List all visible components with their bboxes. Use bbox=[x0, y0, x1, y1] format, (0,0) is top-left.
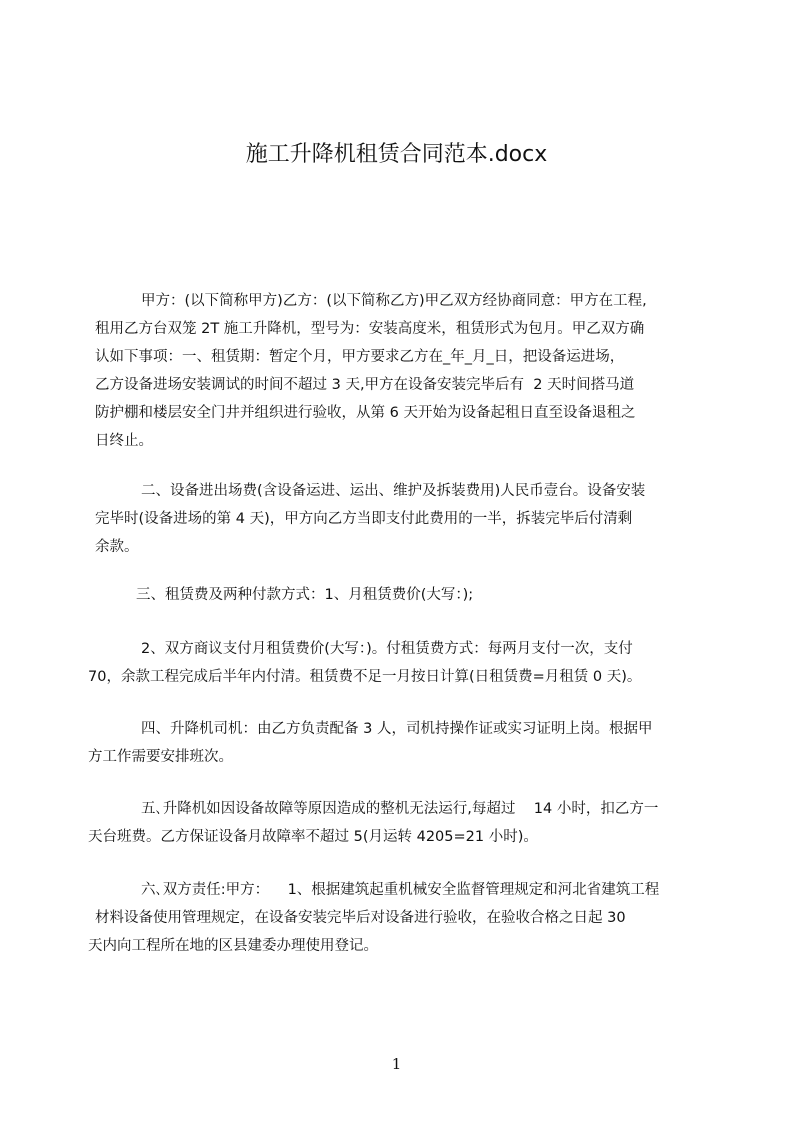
paragraph-3-line-1: 三、租赁费及两种付款方式：1、月租赁费价(大写：); bbox=[136, 587, 474, 603]
document-title: 施工升降机租赁合同范本.docx bbox=[245, 142, 548, 167]
paragraph-2-line-1: 二、设备进出场费(含设备运进、运出、维护及拆装费用)人民币壹台。设备安装 bbox=[141, 483, 646, 499]
paragraph-1-line-5: 防护棚和楼层安全门井并组织进行验收，从第 6 天开始为设备起租日直至设备退租之 bbox=[95, 405, 636, 421]
paragraph-2-line-3: 余款。 bbox=[95, 539, 139, 555]
paragraph-2-line-2: 完毕时(设备进场的第 4 天)，甲方向乙方当即支付此费用的一半，拆装完毕后付清剩 bbox=[95, 511, 633, 527]
paragraph-1-line-1: 甲方：(以下简称甲方)乙方：(以下简称乙方)甲乙双方经协商同意：甲方在工程, bbox=[141, 293, 647, 309]
paragraph-1-line-4: 乙方设备进场安装调试的时间不超过 3 天,甲方在设备安装完毕后有 2 天时间搭马道 bbox=[95, 377, 635, 393]
paragraph-1-line-3: 认如下事项：一、租赁期：暂定个月，甲方要求乙方在_年_月_日，把设备运进场， bbox=[95, 349, 625, 365]
paragraph-7-line-2: 材料设备使用管理规定，在设备安装完毕后对设备进行验收，在验收合格之日起 30 bbox=[95, 910, 626, 926]
paragraph-7-line-1: 六､双方责任:甲方： 1、根据建筑起重机械安全监督管理规定和河北省建筑工程 bbox=[141, 882, 660, 898]
paragraph-7-line-3: 天内向工程所在地的区县建委办理使用登记。 bbox=[88, 938, 378, 954]
page-number: 1 bbox=[391, 1055, 402, 1073]
paragraph-5-line-2: 方工作需要安排班次。 bbox=[88, 749, 233, 765]
paragraph-6-line-2: 天台班费。乙方保证设备月故障率不超过 5(月运转 4205=21 小时)。 bbox=[88, 829, 538, 845]
paragraph-1-line-6: 日终止。 bbox=[95, 433, 153, 449]
paragraph-4-line-2: 70，余款工程完成后半年内付清。租赁费不足一月按日计算(日租赁费=月租赁 0 天)。 bbox=[88, 669, 642, 685]
paragraph-5-line-1: 四、升降机司机：由乙方负责配备 3 人，司机持操作证或实习证明上岗。根据甲 bbox=[141, 721, 653, 737]
paragraph-1-line-2: 租用乙方台双笼 2T 施工升降机，型号为：安装高度米，租赁形式为包月。甲乙双方确 bbox=[95, 321, 645, 337]
paragraph-4-line-1: 2、双方商议支付月租赁费价(大写：)。付租赁费方式：每两月支付一次，支付 bbox=[141, 641, 633, 657]
paragraph-6-line-1: 五､升降机如因设备故障等原因造成的整机无法运行,每超过 14 小时，扣乙方一 bbox=[141, 801, 659, 817]
